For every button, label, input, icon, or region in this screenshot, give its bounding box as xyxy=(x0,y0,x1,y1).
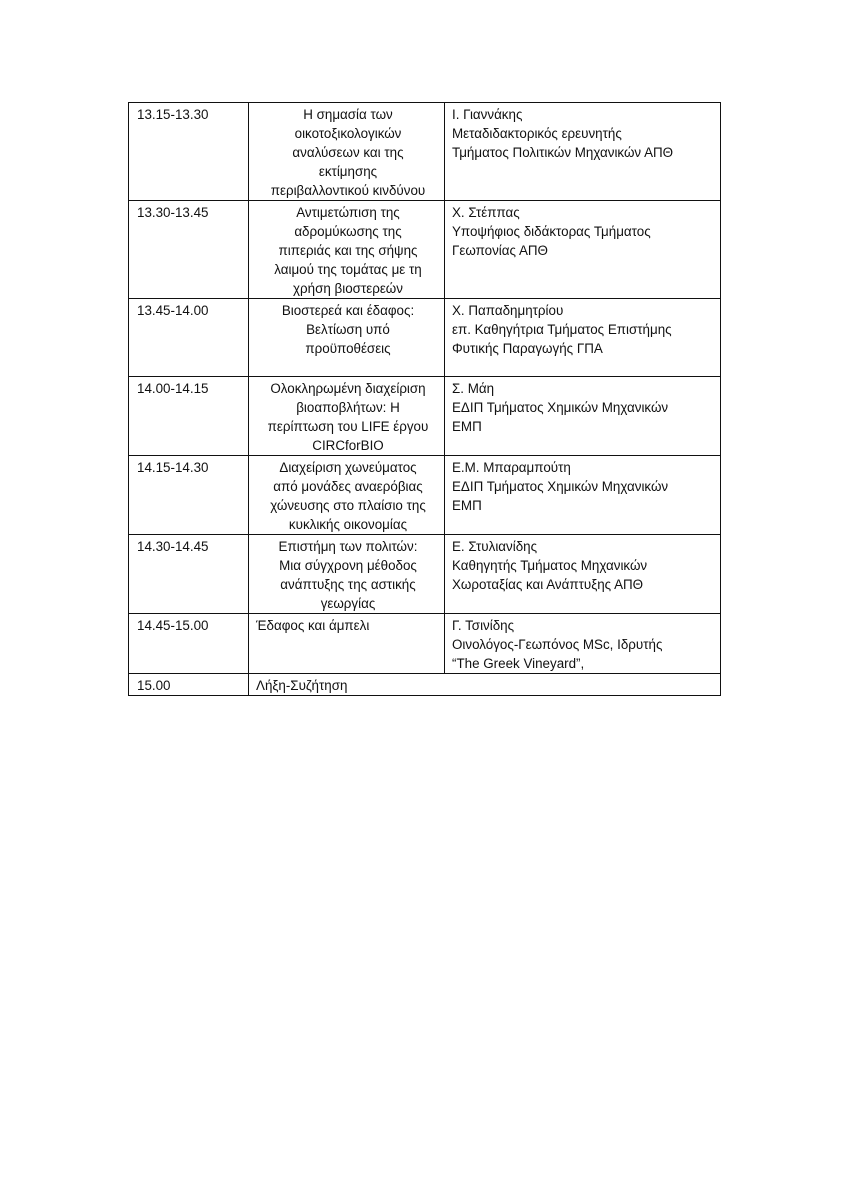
closing-row xyxy=(129,674,721,696)
schedule-row xyxy=(129,614,721,674)
closing-label: Λήξη-Συζήτηση xyxy=(249,674,721,696)
session-topic: Έδαφος και άμπελι xyxy=(249,614,445,674)
schedule-row xyxy=(129,103,721,201)
session-time: 14.00-14.15 xyxy=(129,377,249,456)
session-speaker: Γ. Τσινίδης Οινολόγος-Γεωπόνος MSc, Ιδρυτής “The Greek Vineyard”, xyxy=(445,614,721,674)
session-speaker: Χ. Παπαδημητρίου επ. Καθηγήτρια Τμήματος Επιστήμης Φυτικής Παραγωγής ΓΠΑ xyxy=(445,299,721,377)
session-topic: Ολοκληρωμένη διαχείριση βιοαποβλήτων: Η περίπτωση του LIFE έργου CIRCforBIO xyxy=(249,377,445,456)
session-speaker: Ε. Στυλιανίδης Καθηγητής Τμήματος Μηχανικών Χωροταξίας και Ανάπτυξης ΑΠΘ xyxy=(445,535,721,614)
schedule-table xyxy=(128,102,721,696)
session-speaker: Ε.Μ. Μπαραμπούτη ΕΔΙΠ Τμήματος Χημικών Μηχανικών ΕΜΠ xyxy=(445,456,721,535)
session-time: 14.45-15.00 xyxy=(129,614,249,674)
session-topic: Επιστήμη των πολιτών: Μια σύγχρονη μέθοδος ανάπτυξης της αστικής γεωργίας xyxy=(249,535,445,614)
session-speaker: Ι. Γιαννάκης Μεταδιδακτορικός ερευνητής Τμήματος Πολιτικών Μηχανικών ΑΠΘ xyxy=(445,103,721,201)
session-time: 14.15-14.30 xyxy=(129,456,249,535)
session-time: 13.15-13.30 xyxy=(129,103,249,201)
session-time: 14.30-14.45 xyxy=(129,535,249,614)
session-time: 13.45-14.00 xyxy=(129,299,249,377)
schedule-row xyxy=(129,299,721,377)
schedule-row xyxy=(129,377,721,456)
schedule-row xyxy=(129,535,721,614)
session-topic: Βιοστερεά και έδαφος: Βελτίωση υπό προϋποθέσεις xyxy=(249,299,445,377)
session-time: 13.30-13.45 xyxy=(129,201,249,299)
schedule-row xyxy=(129,201,721,299)
session-topic: Η σημασία των οικοτοξικολογικών αναλύσεων και της εκτίμησης περιβαλλοντικού κινδύνου xyxy=(249,103,445,201)
session-topic: Διαχείριση χωνεύματος από μονάδες αναερόβιας χώνευσης στο πλαίσιο της κυκλικής οικονομίας xyxy=(249,456,445,535)
session-topic: Αντιμετώπιση της αδρομύκωσης της πιπεριάς και της σήψης λαιμού της τομάτας με τη χρήση βιοστερεών xyxy=(249,201,445,299)
session-speaker: Χ. Στέππας Υποψήφιος διδάκτορας Τμήματος Γεωπονίας ΑΠΘ xyxy=(445,201,721,299)
session-speaker: Σ. Μάη ΕΔΙΠ Τμήματος Χημικών Μηχανικών ΕΜΠ xyxy=(445,377,721,456)
closing-time: 15.00 xyxy=(129,674,249,696)
schedule-row xyxy=(129,456,721,535)
